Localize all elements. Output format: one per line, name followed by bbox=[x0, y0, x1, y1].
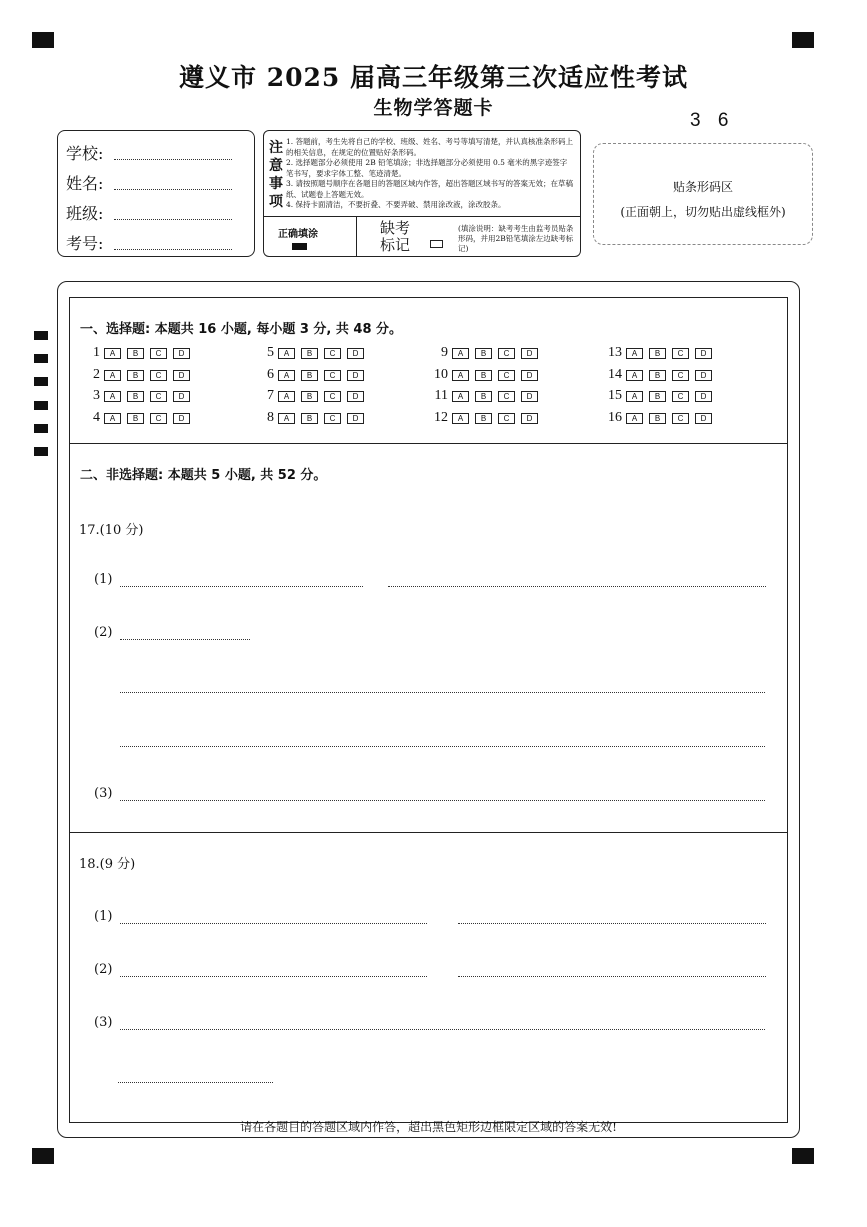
q17-sub1-line-b[interactable] bbox=[388, 586, 766, 587]
mcq-number: 9 bbox=[441, 345, 448, 360]
q18-sub1-line-a[interactable] bbox=[120, 923, 427, 924]
mcq-option-bubble[interactable]: A bbox=[278, 348, 295, 359]
timing-mark bbox=[34, 354, 48, 363]
corner-marker-bottom-right bbox=[792, 1148, 814, 1164]
mcq-option-bubble[interactable]: B bbox=[649, 391, 666, 402]
mcq-number: 14 bbox=[608, 367, 622, 382]
notice-box bbox=[263, 130, 581, 257]
absent-mark-label: 缺考标记 bbox=[380, 219, 411, 254]
section2-title: 二、非选择题: 本题共 5 小题, 共 52 分。 bbox=[80, 468, 327, 483]
mcq-option-bubble[interactable]: D bbox=[521, 370, 538, 381]
mcq-option-bubble[interactable]: A bbox=[104, 391, 121, 402]
mcq-option-bubble[interactable]: A bbox=[452, 413, 469, 424]
mcq-option-bubble[interactable]: C bbox=[150, 413, 167, 424]
mcq-option-bubble[interactable]: B bbox=[649, 370, 666, 381]
mcq-item bbox=[252, 411, 370, 425]
mcq-option-bubble[interactable]: D bbox=[173, 391, 190, 402]
mcq-option-bubble[interactable]: C bbox=[324, 348, 341, 359]
mcq-number: 10 bbox=[434, 367, 448, 382]
barcode-area[interactable] bbox=[593, 143, 813, 245]
mcq-item bbox=[252, 368, 370, 382]
absent-mark-box[interactable] bbox=[430, 240, 443, 248]
corner-marker-top-left bbox=[32, 32, 54, 48]
mcq-option-bubble[interactable]: A bbox=[626, 413, 643, 424]
q17-sub1-label: (1) bbox=[94, 572, 113, 587]
mcq-option-bubble[interactable]: D bbox=[173, 413, 190, 424]
name-label: 姓名: bbox=[66, 174, 104, 193]
notice-item: 3. 请按照题号顺序在各题目的答题区域内作答，超出答题区域书写的答案无效；在草稿纸、试题卷上答题无效。 bbox=[286, 179, 574, 199]
mcq-item bbox=[78, 411, 196, 425]
mcq-option-bubble[interactable]: B bbox=[127, 370, 144, 381]
q18-title: 18.(9 分) bbox=[79, 857, 136, 872]
correct-fill-label: 正确填涂 bbox=[278, 229, 318, 240]
q17-sub2-line-b[interactable] bbox=[120, 692, 765, 693]
mcq-option-bubble[interactable]: D bbox=[173, 348, 190, 359]
mcq-option-bubble[interactable]: B bbox=[127, 348, 144, 359]
mcq-option-bubble[interactable]: C bbox=[150, 370, 167, 381]
q18-sub1-line-b[interactable] bbox=[458, 923, 766, 924]
timing-mark bbox=[34, 424, 48, 433]
mcq-option-bubble[interactable]: A bbox=[626, 370, 643, 381]
mcq-option-bubble[interactable]: B bbox=[649, 413, 666, 424]
mcq-option-bubble[interactable]: A bbox=[452, 370, 469, 381]
mcq-option-bubble[interactable]: B bbox=[301, 370, 318, 381]
mcq-item bbox=[78, 346, 196, 360]
mcq-option-bubble[interactable]: D bbox=[695, 413, 712, 424]
notice-item: 2. 选择题部分必须使用 2B 铅笔填涂；非选择题部分必须使用 0.5 毫米的黑字迹签字笔书写，要求字体工整、笔迹清楚。 bbox=[286, 158, 568, 178]
mcq-option-bubble[interactable]: C bbox=[672, 391, 689, 402]
mcq-option-bubble[interactable]: B bbox=[301, 348, 318, 359]
mcq-option-bubble[interactable]: D bbox=[173, 370, 190, 381]
mcq-option-bubble[interactable]: A bbox=[452, 348, 469, 359]
mcq-option-bubble[interactable]: D bbox=[695, 391, 712, 402]
q17-title: 17.(10 分) bbox=[79, 523, 144, 538]
q17-sub3-label: (3) bbox=[94, 786, 113, 801]
section-divider bbox=[69, 443, 788, 444]
timing-mark bbox=[34, 377, 48, 386]
mcq-number: 6 bbox=[267, 367, 274, 382]
mcq-option-bubble[interactable]: B bbox=[649, 348, 666, 359]
mcq-option-bubble[interactable]: D bbox=[695, 348, 712, 359]
mcq-option-bubble[interactable]: C bbox=[498, 391, 515, 402]
school-row[interactable] bbox=[66, 141, 246, 163]
notice-heading: 注意事项 bbox=[269, 140, 283, 210]
school-field[interactable] bbox=[114, 159, 232, 160]
mcq-item bbox=[600, 389, 718, 403]
exam-title: 遵义市 2025 届高三年级第三次适应性考试 bbox=[179, 63, 688, 92]
absent-mark-note: (填涂说明：缺考考生由监考员贴条形码，并用2B铅笔填涂左边缺考标记) bbox=[458, 224, 574, 253]
mcq-item bbox=[78, 368, 196, 382]
q18-sub2-label: (2) bbox=[94, 962, 113, 977]
q17-sub1-line-a[interactable] bbox=[120, 586, 363, 587]
mcq-option-bubble[interactable]: A bbox=[452, 391, 469, 402]
mcq-option-bubble[interactable]: C bbox=[324, 370, 341, 381]
student-info-box bbox=[57, 130, 255, 257]
mcq-option-bubble[interactable]: D bbox=[521, 391, 538, 402]
mcq-option-bubble[interactable]: C bbox=[672, 370, 689, 381]
notice-list bbox=[286, 137, 574, 211]
answer-sheet-subtitle: 生物学答题卡 bbox=[373, 97, 494, 119]
notice-divider bbox=[264, 216, 580, 217]
mcq-option-bubble[interactable]: B bbox=[475, 348, 492, 359]
mcq-number: 15 bbox=[608, 388, 622, 403]
mcq-item bbox=[252, 346, 370, 360]
mcq-option-bubble[interactable]: A bbox=[278, 391, 295, 402]
class-field[interactable] bbox=[114, 219, 232, 220]
mcq-item bbox=[600, 411, 718, 425]
mcq-item bbox=[426, 411, 544, 425]
mcq-option-bubble[interactable]: A bbox=[104, 370, 121, 381]
corner-marker-top-right bbox=[792, 32, 814, 48]
section1-title: 一、选择题: 本题共 16 小题, 每小题 3 分, 共 48 分。 bbox=[80, 322, 403, 337]
class-label: 班级: bbox=[66, 204, 104, 223]
mcq-option-bubble[interactable]: C bbox=[498, 348, 515, 359]
mcq-option-bubble[interactable]: D bbox=[521, 348, 538, 359]
mcq-option-bubble[interactable]: C bbox=[324, 391, 341, 402]
mcq-number: 4 bbox=[93, 410, 100, 425]
mcq-option-bubble[interactable]: D bbox=[347, 413, 364, 424]
q17-sub2-line-c[interactable] bbox=[120, 746, 765, 747]
mcq-option-bubble[interactable]: B bbox=[475, 391, 492, 402]
mcq-option-bubble[interactable]: B bbox=[475, 413, 492, 424]
mcq-item bbox=[426, 389, 544, 403]
mcq-option-bubble[interactable]: A bbox=[626, 348, 643, 359]
mcq-option-bubble[interactable]: A bbox=[104, 348, 121, 359]
mcq-option-bubble[interactable]: B bbox=[475, 370, 492, 381]
notice-item: 4. 保持卡面清洁，不要折叠、不要弄破、禁用涂改液，涂改胶条。 bbox=[286, 200, 506, 209]
mcq-item bbox=[600, 368, 718, 382]
exam-no-field[interactable] bbox=[114, 249, 232, 250]
mcq-option-bubble[interactable]: A bbox=[278, 370, 295, 381]
mcq-number: 8 bbox=[267, 410, 274, 425]
mcq-number: 16 bbox=[608, 410, 622, 425]
timing-mark bbox=[34, 447, 48, 456]
exam-no-label: 考号: bbox=[66, 234, 104, 253]
mcq-number: 5 bbox=[267, 345, 274, 360]
mcq-number: 1 bbox=[93, 345, 100, 360]
q17-sub2-line-a[interactable] bbox=[120, 639, 250, 640]
mcq-item bbox=[600, 346, 718, 360]
q18-sub2-line-b[interactable] bbox=[458, 976, 766, 977]
sheet-code: 3 6 bbox=[690, 110, 735, 131]
footer-warning: 请在各题目的答题区域内作答，超出黑色矩形边框限定区域的答案无效! bbox=[240, 1120, 617, 1134]
mcq-option-bubble[interactable]: D bbox=[347, 391, 364, 402]
mcq-item bbox=[426, 368, 544, 382]
q18-sub3-line-a[interactable] bbox=[120, 1029, 765, 1030]
barcode-title: 贴条形码区 bbox=[672, 180, 733, 194]
mcq-item bbox=[78, 389, 196, 403]
barcode-note: (正面朝上，切勿贴出虚线框外) bbox=[620, 205, 786, 219]
mcq-item bbox=[426, 346, 544, 360]
mcq-number: 13 bbox=[608, 345, 622, 360]
q17-sub3-line[interactable] bbox=[120, 800, 765, 801]
mcq-option-bubble[interactable]: A bbox=[626, 391, 643, 402]
q18-sub3-line-b[interactable] bbox=[118, 1082, 273, 1083]
mcq-item bbox=[252, 389, 370, 403]
school-label: 学校: bbox=[66, 144, 104, 163]
q17-sub2-label: (2) bbox=[94, 625, 113, 640]
name-field[interactable] bbox=[114, 189, 232, 190]
mcq-number: 3 bbox=[93, 388, 100, 403]
q18-sub1-label: (1) bbox=[94, 909, 113, 924]
mcq-option-bubble[interactable]: C bbox=[672, 348, 689, 359]
class-row[interactable] bbox=[66, 201, 246, 223]
mcq-option-bubble[interactable]: B bbox=[127, 413, 144, 424]
mcq-option-bubble[interactable]: A bbox=[104, 413, 121, 424]
mcq-option-bubble[interactable]: C bbox=[150, 391, 167, 402]
mcq-number: 11 bbox=[434, 388, 448, 403]
name-row[interactable] bbox=[66, 171, 246, 193]
mcq-option-bubble[interactable]: D bbox=[347, 370, 364, 381]
mcq-option-bubble[interactable]: D bbox=[347, 348, 364, 359]
mcq-option-bubble[interactable]: B bbox=[127, 391, 144, 402]
notice-item: 1. 答题前，考生先将自己的学校、班级、姓名、考号等填写清楚，并认真核准条形码上的相关信息，在规定的位置贴好条形码。 bbox=[286, 137, 574, 157]
exam-no-row[interactable] bbox=[66, 231, 246, 253]
mcq-option-bubble[interactable]: B bbox=[301, 413, 318, 424]
mcq-option-bubble[interactable]: C bbox=[498, 370, 515, 381]
mcq-number: 2 bbox=[93, 367, 100, 382]
mcq-option-bubble[interactable]: A bbox=[278, 413, 295, 424]
mcq-option-bubble[interactable]: D bbox=[521, 413, 538, 424]
mcq-option-bubble[interactable]: C bbox=[150, 348, 167, 359]
notice-vdivider bbox=[356, 216, 357, 256]
timing-mark bbox=[34, 331, 48, 340]
mcq-option-bubble[interactable]: C bbox=[498, 413, 515, 424]
mcq-option-bubble[interactable]: C bbox=[672, 413, 689, 424]
mcq-option-bubble[interactable]: D bbox=[695, 370, 712, 381]
mcq-option-bubble[interactable]: C bbox=[324, 413, 341, 424]
mcq-number: 12 bbox=[434, 410, 448, 425]
mcq-number: 7 bbox=[267, 388, 274, 403]
q18-sub3-label: (3) bbox=[94, 1015, 113, 1030]
q18-sub2-line-a[interactable] bbox=[120, 976, 427, 977]
mcq-option-bubble[interactable]: B bbox=[301, 391, 318, 402]
correct-fill-sample bbox=[292, 243, 307, 250]
question-divider bbox=[69, 832, 788, 833]
timing-mark bbox=[34, 401, 48, 410]
corner-marker-bottom-left bbox=[32, 1148, 54, 1164]
